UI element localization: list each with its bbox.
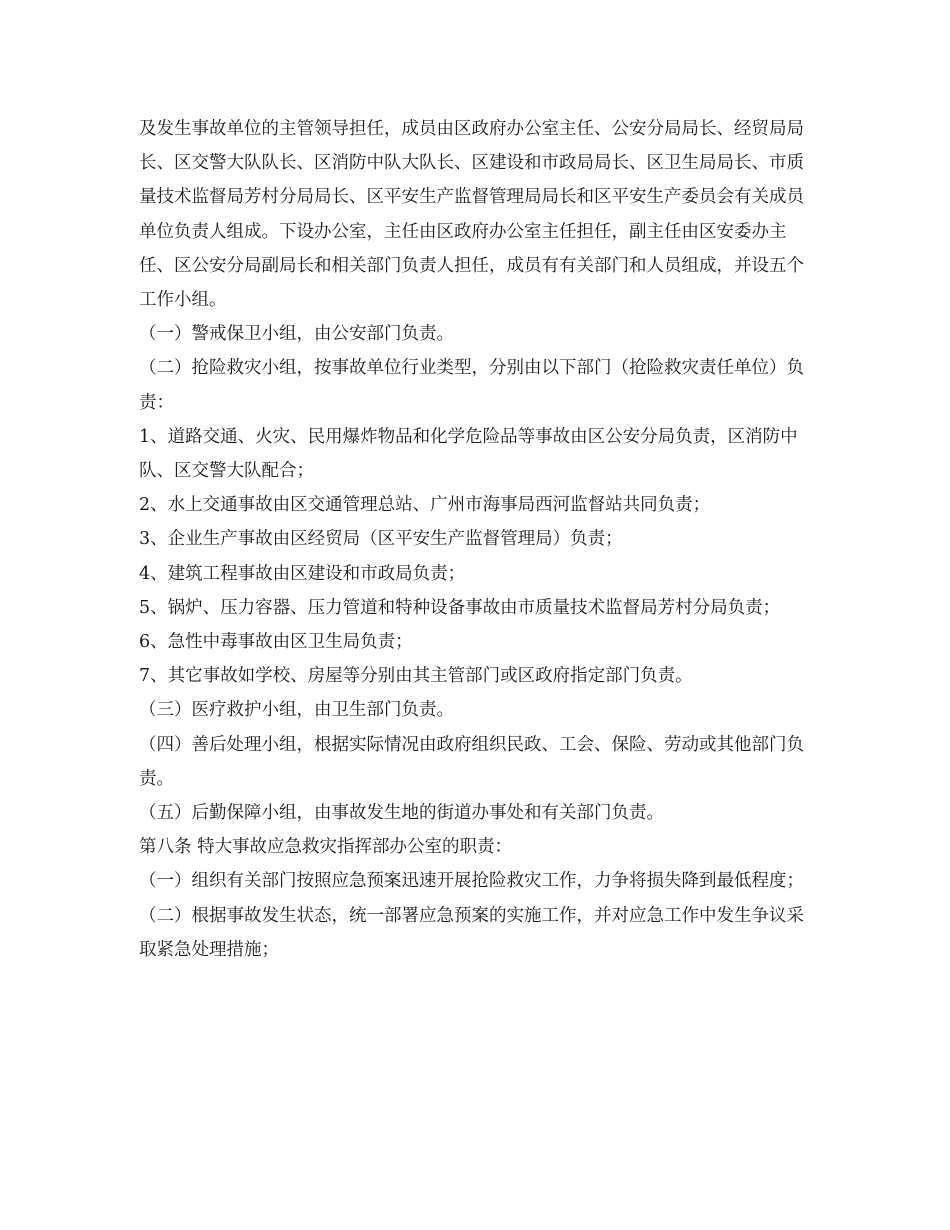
list-item-water-traffic: 2、水上交通事故由区交通管理总站、广州市海事局西河监督站共同负责； [139,495,711,516]
paragraph-group-medical: （三）医疗救护小组，由卫生部门负责。 [139,700,454,721]
list-item-road-fire: 1、道路交通、火灾、民用爆炸物品和化学危险品等事故由区公安分局负责，区消防中队、区交警大队配合； [139,426,798,482]
duty-item-two: （二）根据事故发生状态，统一部署应急预案的实施工作，并对应急工作中发生争议采取紧急处理措施； [139,905,804,960]
list-item-enterprise: 3、企业生产事故由区经贸局（区平安生产监督管理局）负责； [139,529,623,550]
paragraph-group-logistics: （五）后勤保障小组，由事故发生地的街道办事处和有关部门负责。 [139,803,664,824]
list-item-other: 7、其它事故如学校、房屋等分别由其主管部门或区政府指定部门负责。 [139,666,693,687]
list-item-boiler-pressure: 5、锅炉、压力容器、压力管道和特种设备事故由市质量技术监督局芳村分局负责； [139,597,781,618]
paragraph-group-security: （一）警戒保卫小组，由公安部门负责。 [139,324,454,345]
duty-item-one: （一）组织有关部门按照应急预案迅速开展抢险救灾工作，力争将损失降到最低程度； [139,871,804,892]
list-item-construction: 4、建筑工程事故由区建设和市政局负责； [139,563,466,584]
paragraph-group-aftermath: （四）善后处理小组，根据实际情况由政府组织民政、工会、保险、劳动或其他部门负责。 [139,734,804,789]
document-body [139,112,819,967]
article-eight-heading: 第八条 特大事故应急救灾指挥部办公室的职责： [139,837,513,858]
list-item-poisoning: 6、急性中毒事故由区卫生局负责； [139,632,413,653]
paragraph-committee-members: 及发生事故单位的主管领导担任，成员由区政府办公室主任、公安分局局长、经贸局局长、区交警大队队长、区消防中队大队长、区建设和市政局局长、区卫生局局长、市质量技术监督局芳村分局局长、区平安生产监督管理局局长和区平安生产委员会有关成员单位负责人组成。下设办公室，主任由区政府办公室主任担任，副主任由区安委办主任、区公安分局副局长和相关部门负责人担任，成员有有关部门和人员组成，并设五个工作小组。 [139,119,804,311]
paragraph-group-rescue: （二）抢险救灾小组，按事故单位行业类型，分别由以下部门（抢险救灾责任单位）负责： [139,358,804,413]
